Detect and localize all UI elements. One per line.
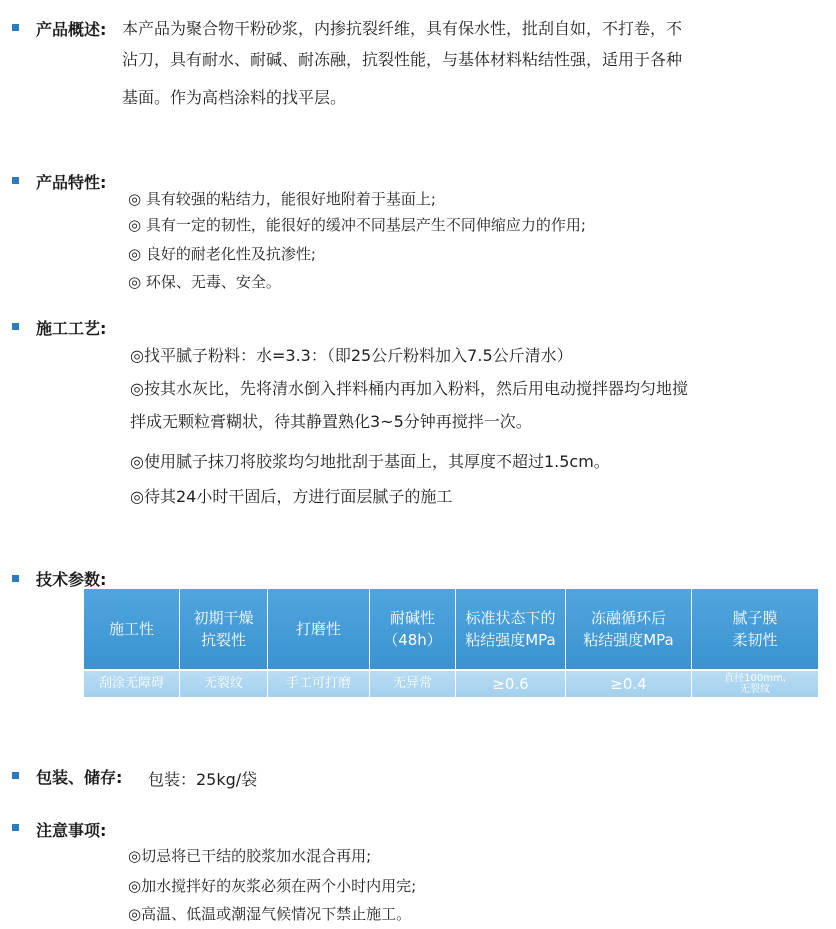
- table-header-row: [84, 589, 818, 669]
- th-flexibility: 腻子膜 柔韧性: [732, 609, 778, 649]
- overview-heading: 产品概述:: [36, 20, 107, 39]
- tech-heading: 技术参数:: [36, 570, 107, 589]
- th-alkali: 耐碱性 （48h）: [370, 589, 456, 669]
- process-item-4: ◎使用腻子抹刀将胶浆均匀地批刮于基面上，其厚度不超过1.5cm。: [130, 452, 610, 471]
- notes-bullet: [12, 824, 19, 831]
- features-bullet: [12, 177, 19, 184]
- td-construction: 刮涂无障碍: [84, 671, 180, 697]
- features-heading: 产品特性:: [36, 173, 107, 192]
- th-bond-freeze: 冻融循环后 粘结强度MPa: [566, 589, 692, 669]
- th-bond-standard: 标准状态下的 粘结强度MPa: [456, 589, 566, 669]
- process-heading: 施工工艺:: [36, 319, 107, 338]
- features-item-1: ◎ 具有较强的粘结力，能很好地附着于基面上;: [128, 190, 436, 208]
- table-row: [84, 671, 818, 697]
- td-bond-standard: ≥0.6: [456, 671, 566, 697]
- process-item-5: ◎待其24小时干固后，方进行面层腻子的施工: [130, 487, 453, 506]
- th-early-crack: 初期干燥 抗裂性: [180, 589, 268, 669]
- process-item-3: 拌成无颗粒膏糊状，待其静置熟化3~5分钟再搅拌一次。: [130, 412, 532, 431]
- overview-line-2: 沾刀，具有耐水、耐碱、耐冻融，抗裂性能，与基体材料粘结性强，适用于各种: [122, 50, 683, 69]
- features-item-3: ◎ 良好的耐老化性及抗渗性;: [128, 245, 316, 263]
- th-sanding: 打磨性: [268, 589, 370, 669]
- overview-line-3: 基面。作为高档涂料的找平层。: [122, 88, 347, 107]
- packaging-bullet: [12, 772, 19, 779]
- notes-item-2: ◎加水搅拌好的灰浆必须在两个小时内用完;: [128, 877, 417, 895]
- tech-bullet: [12, 575, 19, 582]
- td-early-crack: 无裂纹: [180, 671, 268, 697]
- features-item-4: ◎ 环保、无毒、安全。: [128, 273, 281, 291]
- td-sanding: 手工可打磨: [268, 671, 370, 697]
- packaging-text: 包装：25kg/袋: [148, 770, 258, 789]
- packaging-heading: 包装、储存:: [36, 768, 123, 787]
- process-bullet: [12, 323, 19, 330]
- notes-heading: 注意事项:: [36, 821, 107, 840]
- process-item-1: ◎找平腻子粉料：水=3.3：（即25公斤粉料加入7.5公斤清水）: [130, 346, 573, 365]
- notes-item-3: ◎高温、低温或潮湿气候情况下禁止施工。: [128, 905, 412, 923]
- process-item-2: ◎按其水灰比，先将清水倒入拌料桶内再加入粉料，然后用电动搅拌器均匀地搅: [130, 379, 688, 398]
- td-bond-freeze: ≥0.4: [566, 671, 692, 697]
- td-alkali: 无异常: [370, 671, 456, 697]
- features-item-2: ◎ 具有一定的韧性，能很好的缓冲不同基层产生不同伸缩应力的作用;: [128, 216, 586, 234]
- tech-params-table: [84, 589, 818, 699]
- td-flexibility: 直径100mm, 无裂纹: [724, 673, 786, 695]
- notes-item-1: ◎切忌将已干结的胶浆加水混合再用;: [128, 847, 372, 865]
- th-construction: 施工性: [84, 589, 180, 669]
- overview-bullet: [12, 24, 19, 31]
- overview-line-1: 本产品为聚合物干粉砂浆，内掺抗裂纤维，具有保水性，批刮自如，不打卷，不: [122, 19, 683, 38]
